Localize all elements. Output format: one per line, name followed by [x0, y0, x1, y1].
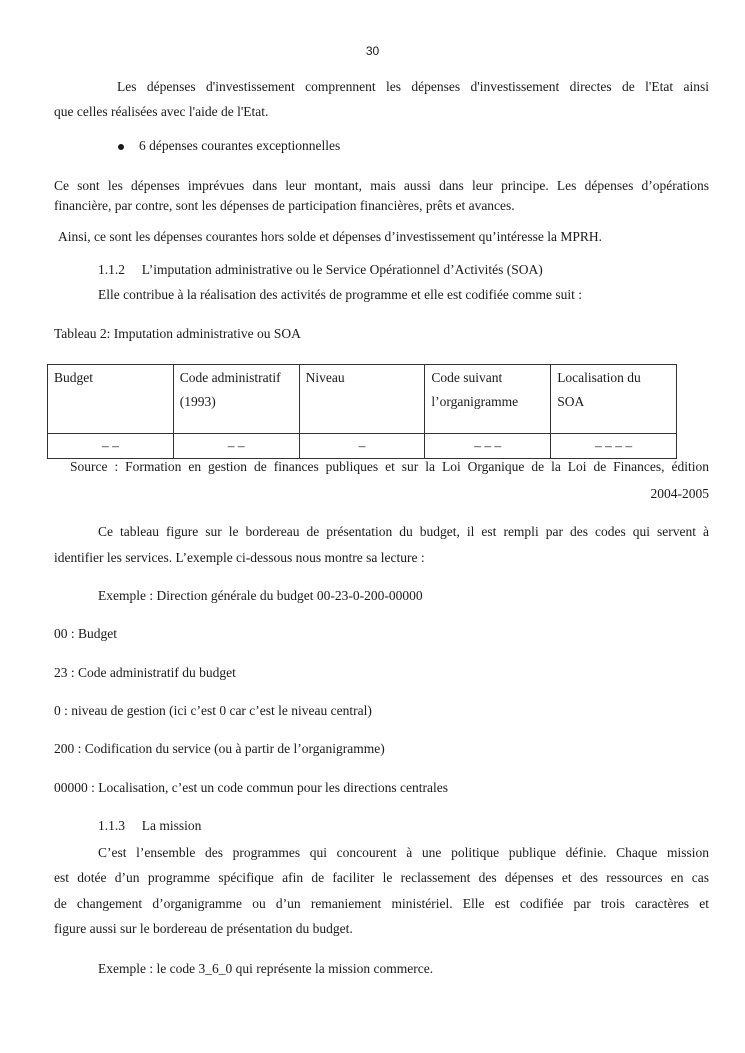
para6-line3: de changement d’organigramme ou d’un remaniement ministériel. Elle est codifiée par trois caractères et — [54, 896, 709, 911]
header-localisation: Localisation du SOA — [551, 365, 677, 434]
para1-line1: Les dépenses d'investissement comprennent les dépenses d'investissement directes de l'Etat ainsi — [117, 79, 709, 94]
page-number: 30 — [365, 44, 380, 58]
source-line1: Source : Formation en gestion de finances publiques et sur la Loi Organique de la Loi de Finances, édition — [70, 459, 709, 474]
cell-code-administratif: – – — [173, 434, 299, 459]
soa-table — [47, 364, 677, 459]
bullet-item — [118, 138, 340, 154]
code-item-service: 200 : Codification du service (ou à partir de l’organigramme) — [54, 741, 385, 756]
para2-line1: Ce sont les dépenses imprévues dans leur montant, mais aussi dans leur principe. Les dépenses d’opérations — [54, 178, 709, 193]
para5-line1: Ce tableau figure sur le bordereau de présentation du budget, il est rempli par des codes qui servent à — [98, 524, 709, 539]
para3: Ainsi, ce sont les dépenses courantes hors solde et dépenses d’investissement qu’intéresse la MPRH. — [58, 229, 603, 244]
table-row — [48, 434, 677, 459]
para4: Elle contribue à la réalisation des activités de programme et elle est codifiée comme suit : — [98, 287, 582, 302]
header-code-administratif: Code administratif (1993) — [173, 365, 299, 434]
section-112-number: 1.1.2 — [98, 262, 125, 277]
source-line2: 2004-2005 — [650, 486, 709, 501]
para1-line2: que celles réalisées avec l'aide de l'Etat. — [54, 104, 269, 119]
cell-code-suivant: – – – — [425, 434, 551, 459]
cell-budget: – – — [48, 434, 174, 459]
code-item-administratif: 23 : Code administratif du budget — [54, 665, 236, 680]
table-caption: Tableau 2: Imputation administrative ou SOA — [54, 326, 301, 341]
para6-line1: C’est l’ensemble des programmes qui concourent à une politique publique définie. Chaque mission — [98, 845, 709, 860]
bullet-icon — [118, 144, 124, 150]
section-113-title: La mission — [141, 818, 202, 833]
code-item-budget: 00 : Budget — [54, 626, 117, 641]
para5-line2: identifier les services. L’exemple ci-dessous nous montre sa lecture : — [54, 550, 425, 565]
section-113-heading — [98, 818, 201, 834]
para6-line2: est dotée d’un programme spécifique afin de faciliter le reclassement des dépenses et des ressources en cas — [54, 870, 709, 885]
code-item-niveau: 0 : niveau de gestion (ici c’est 0 car c’est le niveau central) — [54, 703, 372, 718]
section-113-number: 1.1.3 — [98, 818, 125, 833]
para6-line4: figure aussi sur le bordereau de présentation du budget. — [54, 921, 353, 936]
code-item-localisation: 00000 : Localisation, c’est un code commun pour les directions centrales — [54, 780, 449, 795]
bullet-text: 6 dépenses courantes exceptionnelles — [139, 138, 341, 153]
table-header-row — [48, 365, 677, 434]
cell-localisation: – – – – — [551, 434, 677, 459]
header-niveau: Niveau — [299, 365, 425, 434]
example-1: Exemple : Direction générale du budget 00-23-0-200-00000 — [98, 588, 423, 603]
header-budget: Budget — [48, 365, 174, 434]
example-2: Exemple : le code 3_6_0 qui représente la mission commerce. — [98, 961, 434, 976]
para2-line2: financière, par contre, sont les dépenses de participation financières, prêts et avances. — [54, 198, 515, 213]
section-112-heading — [98, 262, 543, 278]
section-112-title: L’imputation administrative ou le Service Opérationnel d’Activités (SOA) — [141, 262, 543, 277]
header-code-suivant: Code suivant l’organigramme — [425, 365, 551, 434]
cell-niveau: – — [299, 434, 425, 459]
